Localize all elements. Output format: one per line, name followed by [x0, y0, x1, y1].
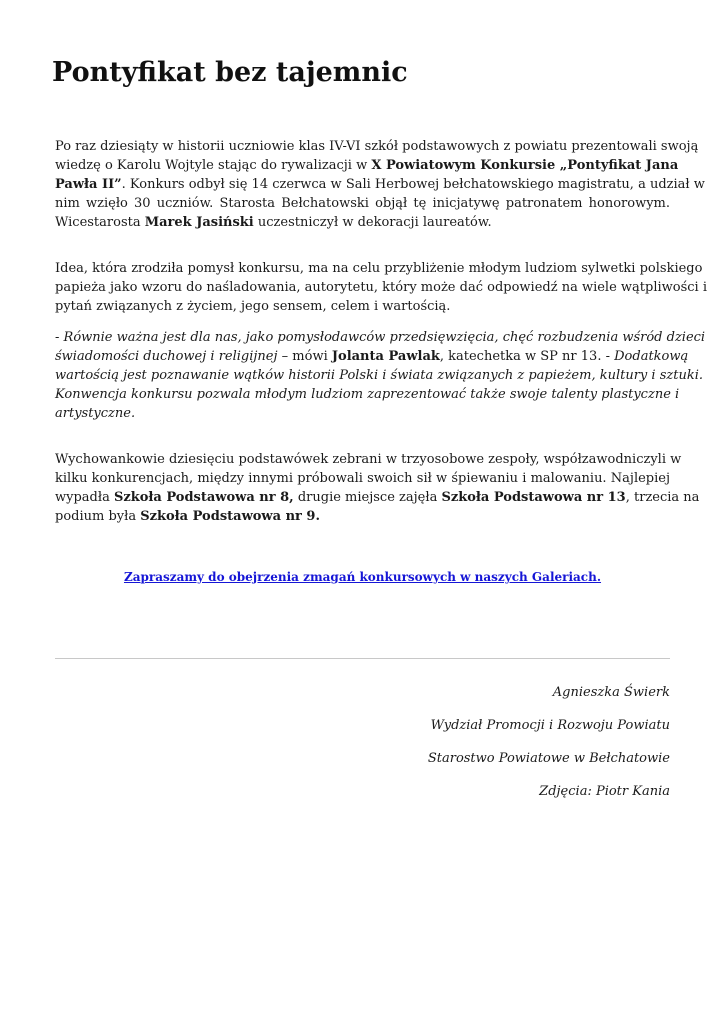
text-line: Pawła II”. Konkurs odbył się 14 czerwca w Sali Herbowej bełchatowskiego magistratu, a udział w	[55, 177, 705, 192]
text-line: świadomości duchowej i religijnej – mówi Jolanta Pawlak, katechetka w SP nr 13. - Dodatkową	[55, 349, 689, 364]
text-line: podium była Szkoła Podstawowa nr 9.	[55, 509, 320, 524]
page-title: Pontyfikat bez tajemnic	[52, 57, 408, 88]
text-line: Po raz dziesiąty w historii uczniowie klas IV-VI szkół podstawowych z powiatu prezentowali swoją	[55, 139, 699, 154]
gallery-link[interactable]: Zapraszamy do obejrzenia zmagań konkursowych w naszych Galeriach.	[123, 570, 602, 584]
text-line: Idea, która zrodziła pomysł konkursu, ma na celu przybliżenie młodym ludziom sylwetki polskiego	[55, 261, 703, 276]
text-line: nim wzięło 30 uczniów. Starosta Bełchatowski objął tę inicjatywę patronatem honorowym.	[55, 196, 670, 211]
text-line: Konwencja konkursu pozwala młodym ludziom zaprezentować także swoje talenty plastyczne i	[55, 387, 680, 402]
school-name: Szkoła Podstawowa nr 13	[441, 490, 626, 505]
paragraph-quote	[55, 328, 706, 423]
text-line: kilku konkurencjach, między innymi próbowali swoich sił w śpiewaniu i malowaniu. Najlepiej	[55, 471, 670, 486]
text-line: artystyczne.	[55, 406, 136, 421]
paragraph-intro	[55, 137, 705, 232]
text-line: pytań związanych z życiem, jego sensem, celem i wartością.	[55, 299, 451, 314]
text-line: Wicestarosta Marek Jasiński uczestniczył w dekoracji laureatów.	[55, 215, 492, 230]
person-name: Marek Jasiński	[144, 215, 254, 230]
person-name: Jolanta Pawlak	[331, 349, 440, 364]
school-name: Szkoła Podstawowa nr 8,	[113, 490, 294, 505]
text-line: wypadła Szkoła Podstawowa nr 8, drugie miejsce zajęła Szkoła Podstawowa nr 13, trzecia na	[55, 490, 700, 505]
contest-name: X Powiatowym Konkursie „Pontyfikat Jana	[371, 158, 679, 173]
divider	[55, 658, 670, 659]
contest-name-end: Pawła II”	[55, 177, 122, 192]
text-line: Wychowankowie dziesięciu podstawówek zebrani w trzyosobowe zespoły, współzawodniczyli w	[55, 452, 682, 467]
text-line: papieża jako wzoru do naśladowania, autorytetu, który może dać odpowiedź na wiele wątpliwości i	[55, 280, 708, 295]
text-line: wiedzę o Karolu Wojtyle stając do rywalizacji w X Powiatowym Konkursie „Pontyfikat Jana	[55, 158, 679, 173]
signature-photos: Zdjęcia: Piotr Kania	[539, 784, 670, 799]
signature-author: Agnieszka Świerk	[552, 685, 670, 700]
signature-department: Wydział Promocji i Rozwoju Powiatu	[430, 718, 670, 733]
paragraph-idea	[55, 259, 708, 316]
gallery-link-wrap	[55, 569, 670, 585]
signature-office: Starostwo Powiatowe w Bełchatowie	[427, 751, 670, 766]
text-line: wartością jest poznawanie wątków historii Polski i świata związanych z papieżem, kultury i sztuki.	[55, 368, 703, 383]
text-line: - Równie ważna jest dla nas, jako pomysłodawców przedsięwzięcia, chęć rozbudzenia wśród dzieci	[55, 330, 706, 345]
school-name: Szkoła Podstawowa nr 9.	[140, 509, 320, 524]
paragraph-results	[55, 450, 700, 526]
